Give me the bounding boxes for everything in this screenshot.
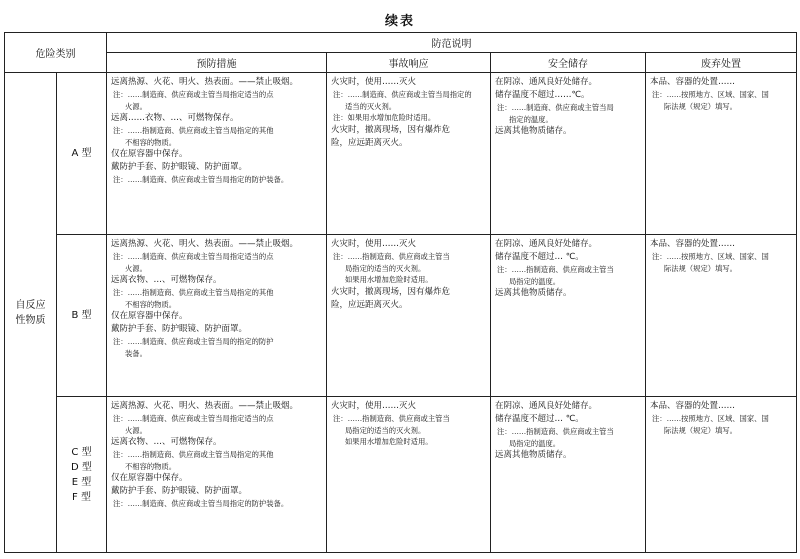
disposal-cell (646, 397, 797, 553)
statement-text: 远离其他物质储存。 (495, 288, 572, 298)
statement-text: 远离热源、火花、明火、热表面。——禁止吸烟。 (111, 401, 299, 411)
note-text: 注：……指制造商、供应商或主管当 (333, 414, 450, 423)
storage-cell (491, 73, 646, 235)
prevention-cell (107, 73, 327, 235)
note-text: 注：……制造商、供应商或主管当局指定适当的点 (113, 90, 274, 99)
note-text: 注：……制造商、供应商或主管当局指定适当的点 (113, 414, 274, 423)
type-label: C 型 D 型 E 型 F 型 (71, 446, 92, 503)
statement-text: 在阴凉、通风良好处储存。 (495, 77, 598, 87)
note-text: 注：……制造商、供应商或主管当局 (497, 103, 614, 112)
table-row (5, 397, 797, 553)
note-text: 火源。 (125, 101, 147, 111)
note-text: 不相容的物质。 (125, 137, 177, 147)
note-text: 局指定的适当的灭火剂。 (345, 263, 426, 273)
storage-cell (491, 235, 646, 397)
statement-text: 在阴凉、通风良好处储存。 (495, 239, 598, 249)
statement-text: 远离其他物质储存。 (495, 126, 572, 136)
header-row-1 (5, 33, 797, 53)
header-hazard-category: 危险类别 (5, 33, 107, 73)
statement-text: 仅在原容器中保存。 (111, 311, 188, 321)
header-response: 事故响应 (327, 53, 491, 73)
statement-text: 火灾时，使用……灭火 (331, 401, 417, 411)
note-text: 注：……按照地方、区域、国家、国 (652, 90, 769, 99)
statement-text: 储存温度不超过… ℃。 (495, 414, 584, 424)
category-cell (5, 73, 57, 553)
statement-text: 远离热源、火花、明火、热表面。——禁止吸烟。 (111, 239, 299, 249)
statement-text: 本品、容器的处置…… (650, 401, 736, 411)
statement-text: 本品、容器的处置…… (650, 239, 736, 249)
statement-text: 远离……衣物、…、可燃物保存。 (111, 113, 239, 123)
note-text: 指定的温度。 (509, 114, 553, 124)
note-text: 局指定的适当的灭火剂。 (345, 425, 426, 435)
note-text: 际法规（规定）填写。 (664, 263, 737, 273)
header-precaution-group: 防范说明 (107, 33, 797, 53)
statement-text: 远离热源、火花、明火、热表面。——禁止吸烟。 (111, 77, 299, 87)
statement-text: 戴防护手套、防护眼镜、防护面罩。 (111, 162, 248, 172)
note-text: 局指定的温度。 (509, 276, 561, 286)
note-text: 注：……制造商、供应商或主管当局指定的防护装备。 (113, 175, 289, 184)
category-label: 自反应 性物质 (15, 299, 46, 326)
note-text: 际法规（规定）填写。 (664, 101, 737, 111)
note-text: 注：……制造商、供应商或主管当局的指定的防护 (113, 337, 274, 346)
response-cell (327, 397, 491, 553)
statement-text: 戴防护手套、防护眼镜、防护面罩。 (111, 324, 248, 334)
header-row-2 (5, 53, 797, 73)
table-row (5, 73, 797, 235)
precaution-table (4, 32, 797, 553)
statement-text: 储存温度不超过… ℃。 (495, 252, 584, 262)
note-text: 注：……指制造商、供应商或主管当 (497, 265, 614, 274)
table-title: 续表 (384, 14, 415, 29)
note-text: 注：……指制造商、供应商或主管当 (497, 427, 614, 436)
statement-text: 险，应远距离灭火。 (331, 137, 408, 148)
note-text: 如果用水增加危险时适用。 (345, 437, 433, 446)
statement-text: 仅在原容器中保存。 (111, 149, 188, 159)
note-text: 注：……按照地方、区域、国家、国 (652, 414, 769, 423)
note-text: 如果用水增加危险时适用。 (345, 275, 433, 284)
statement-text: 仅在原容器中保存。 (111, 473, 188, 483)
note-text: 注：……指制造商、供应商或主管当局指定的其他 (113, 126, 274, 135)
note-text: 不相容的物质。 (125, 461, 177, 471)
statement-text: 戴防护手套、防护眼镜、防护面罩。 (111, 486, 248, 496)
header-prevention: 预防措施 (107, 53, 327, 73)
note-text: 不相容的物质。 (125, 299, 177, 309)
note-text: 注：如果用水增加危险时适用。 (333, 113, 436, 122)
note-text: 注：……制造商、供应商或主管当局指定的 (333, 90, 472, 99)
header-storage: 安全储存 (491, 53, 646, 73)
statement-text: 火灾时，使用……灭火 (331, 77, 417, 87)
statement-text: 火灾时，撤离现场，因有爆炸危 (331, 286, 451, 297)
type-cell (57, 73, 107, 235)
note-text: 适当的灭火剂。 (345, 101, 397, 111)
statement-text: 本品、容器的处置…… (650, 77, 736, 87)
header-disposal: 废弃处置 (646, 53, 797, 73)
note-text: 注：……指制造商、供应商或主管当局指定的其他 (113, 450, 274, 459)
note-text: 局指定的温度。 (509, 438, 561, 448)
statement-text: 远离衣物、…、可燃物保存。 (111, 275, 222, 285)
prevention-cell (107, 235, 327, 397)
statement-text: 远离衣物、…、可燃物保存。 (111, 437, 222, 447)
note-text: 装备。 (125, 348, 147, 358)
note-text: 注：……制造商、供应商或主管当局指定适当的点 (113, 252, 274, 261)
disposal-cell (646, 73, 797, 235)
statement-text: 储存温度不超过……℃。 (495, 90, 590, 100)
note-text: 际法规（规定）填写。 (664, 425, 737, 435)
type-label: B 型 (71, 310, 92, 321)
type-cell (57, 397, 107, 553)
statement-text: 火灾时，使用……灭火 (331, 239, 417, 249)
note-text: 注：……制造商、供应商或主管当局指定的防护装备。 (113, 499, 289, 508)
note-text: 注：……指制造商、供应商或主管当局指定的其他 (113, 288, 274, 297)
statement-text: 险，应远距离灭火。 (331, 299, 408, 310)
response-cell (327, 73, 491, 235)
type-cell (57, 235, 107, 397)
type-label: A 型 (71, 148, 92, 159)
disposal-cell (646, 235, 797, 397)
response-cell (327, 235, 491, 397)
statement-text: 远离其他物质储存。 (495, 450, 572, 460)
note-text: 注：……指制造商、供应商或主管当 (333, 252, 450, 261)
storage-cell (491, 397, 646, 553)
note-text: 注：……按照地方、区域、国家、国 (652, 252, 769, 261)
table-row (5, 235, 797, 397)
prevention-cell (107, 397, 327, 553)
note-text: 火源。 (125, 425, 147, 435)
note-text: 火源。 (125, 263, 147, 273)
statement-text: 火灾时，撤离现场，因有爆炸危 (331, 124, 451, 135)
statement-text: 在阴凉、通风良好处储存。 (495, 401, 598, 411)
